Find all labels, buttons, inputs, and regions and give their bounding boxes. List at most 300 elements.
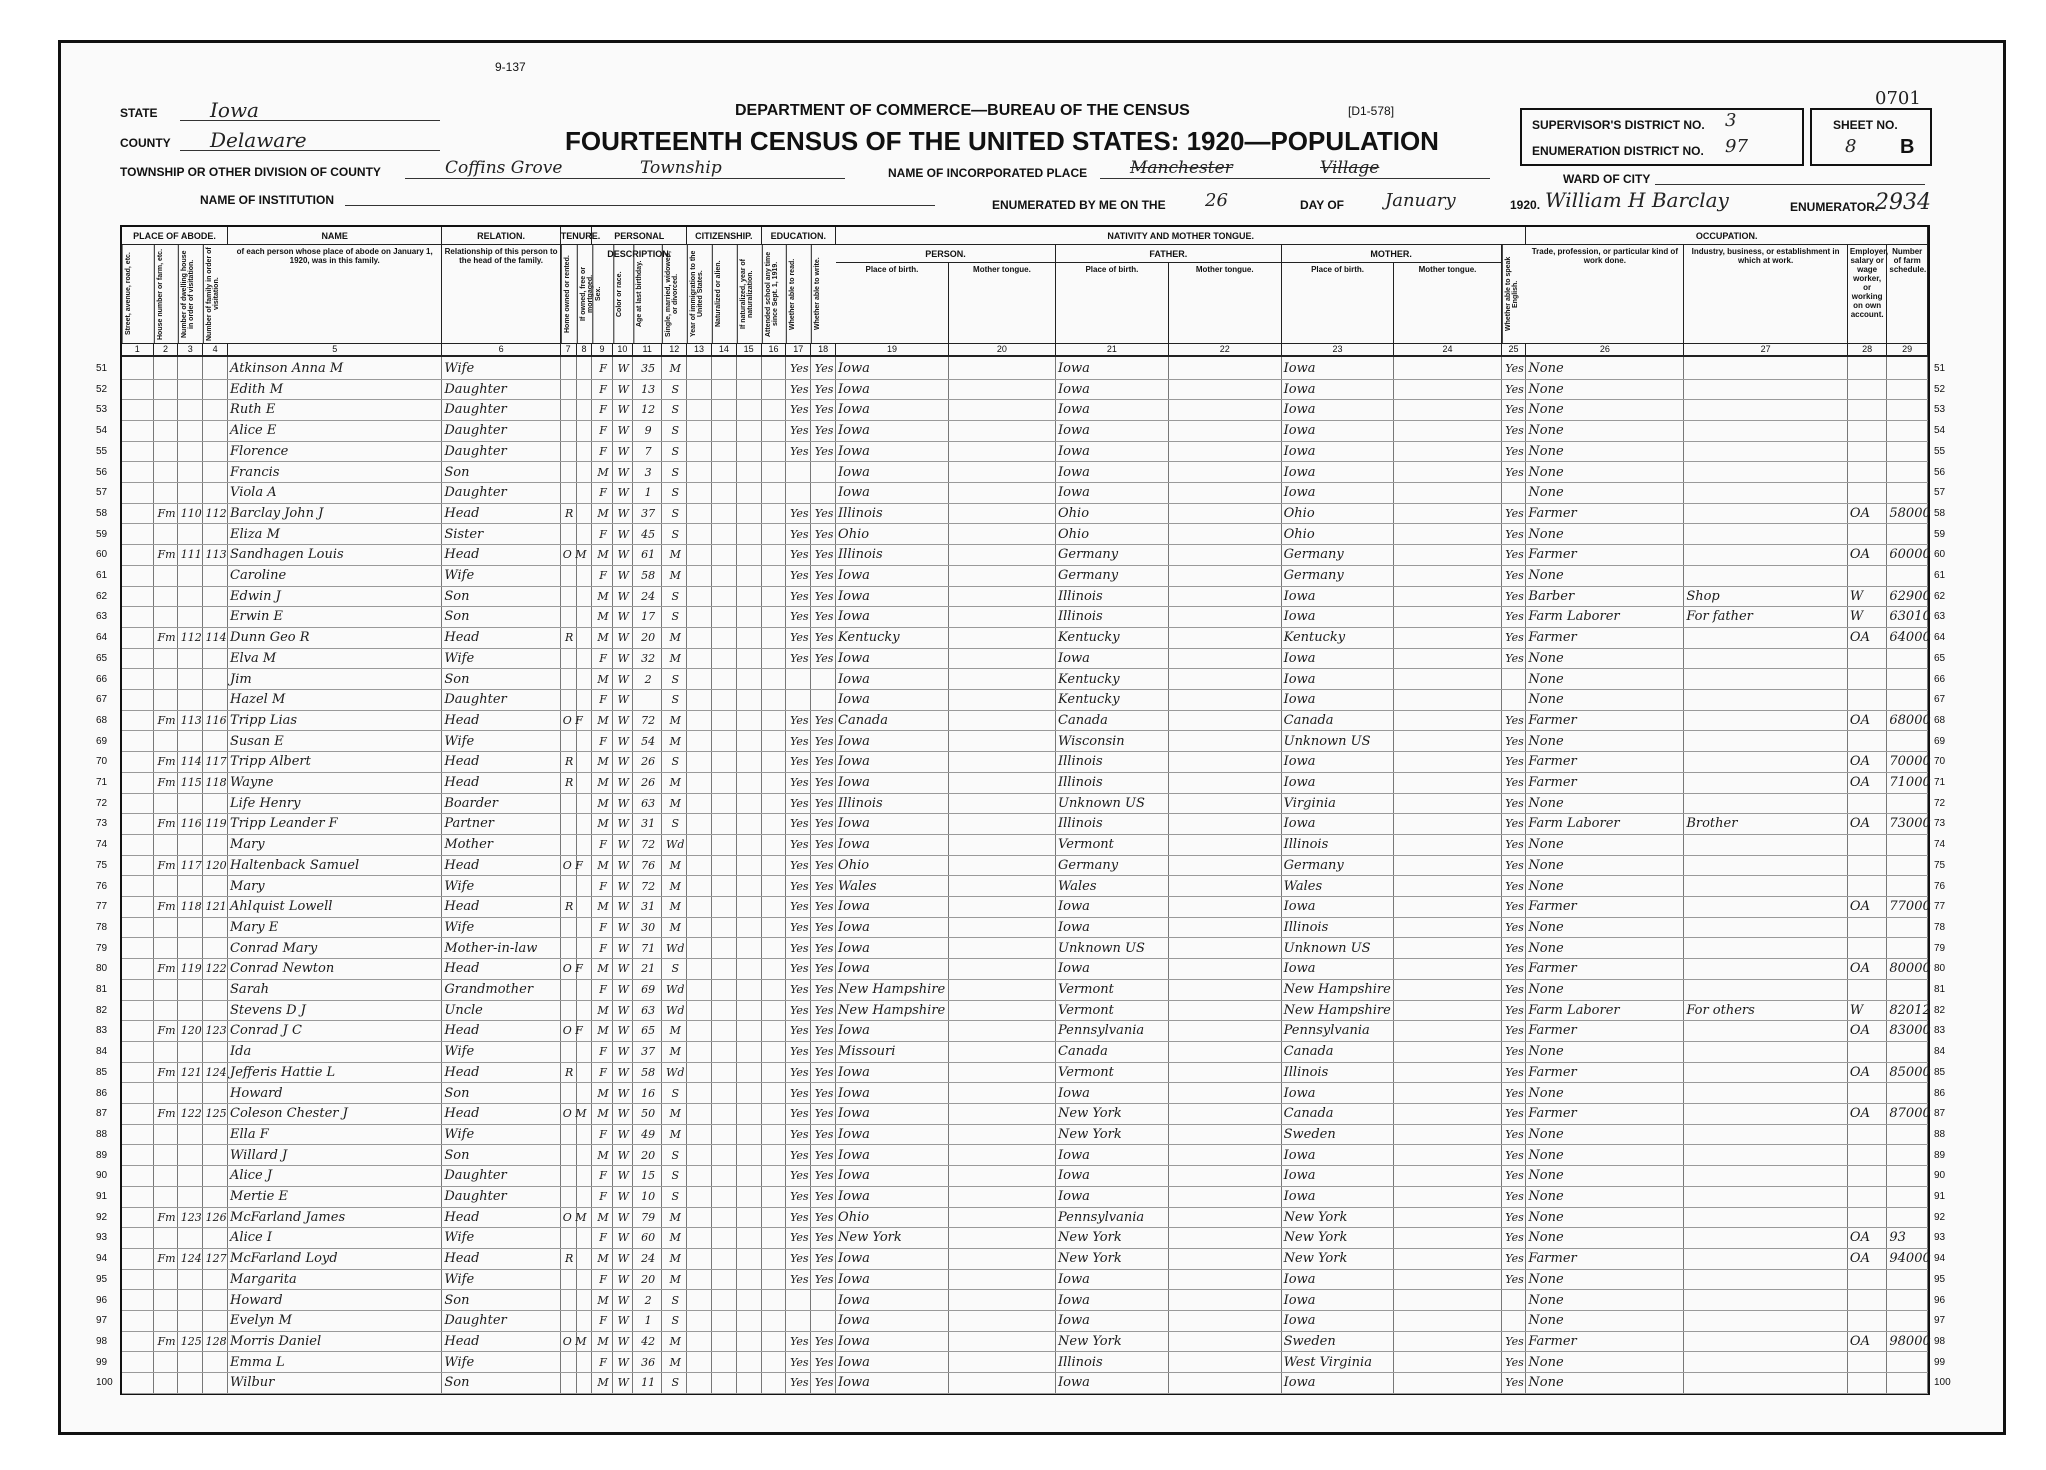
cell-emp: OA xyxy=(1849,899,1870,915)
cell-farm xyxy=(1889,794,1927,814)
cell-c3 xyxy=(180,463,202,483)
cell-ms: Wd xyxy=(666,941,685,955)
column-number-23: 23 xyxy=(1282,343,1395,357)
cell-pb: Canada xyxy=(838,712,888,728)
cell-ms: S xyxy=(671,610,679,624)
cell-age: 76 xyxy=(641,858,656,872)
cell-own xyxy=(563,1373,576,1393)
cell-race: W xyxy=(617,1169,629,1183)
cell-rel: Wife xyxy=(444,919,475,935)
cell-race: W xyxy=(617,1355,629,1369)
cell-rd: Yes xyxy=(790,1148,809,1162)
cell-ms: S xyxy=(671,672,679,686)
cell-emp xyxy=(1850,442,1886,462)
cell-sex: F xyxy=(599,920,607,934)
cell-emp: OA xyxy=(1849,754,1870,770)
cell-sex: F xyxy=(599,362,607,375)
form-code: [D1-578] xyxy=(1348,104,1395,118)
cell-sp: Yes xyxy=(1505,983,1524,996)
line-number-right: 60 xyxy=(1934,549,1946,561)
line-number-right: 80 xyxy=(1934,963,1946,975)
cell-occ: None xyxy=(1528,1313,1564,1329)
cell-emp xyxy=(1850,525,1886,545)
column-header-29: Number of farm schedule. xyxy=(1887,245,1928,343)
cell-c3 xyxy=(180,566,202,586)
cell-age xyxy=(635,690,661,710)
cell-sex: M xyxy=(597,1003,609,1017)
cell-sex: M xyxy=(597,1024,609,1038)
cell-ind xyxy=(1686,877,1847,897)
cell-rd: Yes xyxy=(790,900,809,914)
group-header-8: NATIVITY AND MOTHER TONGUE. xyxy=(836,227,1526,245)
cell-sex: F xyxy=(599,1355,607,1369)
cell-c3 xyxy=(180,1042,202,1062)
cell-fpb: Ohio xyxy=(1058,505,1090,521)
line-number-left: 58 xyxy=(96,507,108,519)
census-row xyxy=(96,1166,1946,1187)
cell-wr: Yes xyxy=(814,444,834,458)
cell-ind xyxy=(1686,545,1847,565)
line-number-left: 81 xyxy=(96,984,108,995)
cell-age: 63 xyxy=(641,796,656,810)
cell-fpb: Iowa xyxy=(1058,485,1090,501)
line-number-right: 71 xyxy=(1934,777,1946,788)
cell-c4 xyxy=(205,1291,227,1311)
census-row xyxy=(96,690,1946,711)
cell-c3: 123 xyxy=(180,1210,202,1224)
cell-race: W xyxy=(617,362,629,375)
census-row xyxy=(96,1373,1951,1394)
cell-farm xyxy=(1889,670,1927,690)
cell-sex: M xyxy=(597,962,609,976)
cell-farm xyxy=(1889,690,1927,710)
cell-ms: M xyxy=(669,1272,681,1286)
cell-name: Elva M xyxy=(230,650,277,666)
cell-sp: Yes xyxy=(1505,1024,1524,1038)
cell-rel: Mother-in-law xyxy=(444,940,538,956)
cell-c2 xyxy=(156,587,178,607)
line-number-right: 67 xyxy=(1934,694,1946,706)
cell-c3 xyxy=(180,1187,202,1207)
cell-own xyxy=(563,1270,576,1290)
cell-wr xyxy=(813,483,835,503)
cell-fpb: Iowa xyxy=(1058,1375,1090,1391)
cell-emp: OA xyxy=(1849,816,1870,832)
cell-ms: S xyxy=(671,589,679,603)
cell-fpb: Vermont xyxy=(1058,1064,1114,1080)
cell-name: Howard xyxy=(230,1292,283,1308)
cell-rel: Wife xyxy=(444,1271,475,1287)
line-number-right: 74 xyxy=(1934,839,1946,851)
cell-race: W xyxy=(617,1024,629,1038)
cell-pb: Iowa xyxy=(838,899,870,915)
institution-line xyxy=(345,205,935,206)
cell-c4 xyxy=(205,1270,227,1290)
cell-rd xyxy=(788,483,810,503)
census-row xyxy=(96,959,1946,980)
cell-race: W xyxy=(617,817,629,831)
cell-age: 71 xyxy=(641,941,656,955)
cell-own xyxy=(563,670,576,690)
line-number-left: 97 xyxy=(96,1315,108,1327)
cell-sp: Yes xyxy=(1505,1148,1524,1162)
column-header-12: Single, married, widowed, or divorced. xyxy=(662,245,687,343)
cell-sex: F xyxy=(599,527,607,541)
side-number: 2934 xyxy=(1875,190,1931,215)
cell-rel: Head xyxy=(444,754,480,770)
cell-c3: 113 xyxy=(180,713,202,727)
cell-age: 1 xyxy=(644,1314,652,1328)
cell-c3 xyxy=(180,1270,202,1290)
cell-sp: Yes xyxy=(1505,548,1524,562)
cell-ind xyxy=(1686,939,1847,959)
census-row xyxy=(96,1125,1946,1146)
cell-c2 xyxy=(156,732,178,752)
cell-emp: OA xyxy=(1849,630,1870,646)
cell-ind xyxy=(1686,835,1847,855)
cell-own xyxy=(563,380,576,400)
line-number-left: 86 xyxy=(96,1087,108,1099)
census-row xyxy=(96,442,1946,463)
cell-ms: S xyxy=(671,403,679,417)
cell-rd: Yes xyxy=(790,1334,809,1348)
year-text: 1920. xyxy=(1510,198,1541,212)
cell-wr: Yes xyxy=(814,1272,834,1286)
cell-own xyxy=(563,1001,576,1021)
cell-race: W xyxy=(617,444,629,458)
cell-c4: 119 xyxy=(205,817,227,831)
cell-ms: M xyxy=(669,1231,681,1245)
cell-c2: Fm xyxy=(157,1065,176,1079)
cell-rd xyxy=(788,1311,810,1331)
cell-wr: Yes xyxy=(814,589,834,603)
cell-name: Haltenback Samuel xyxy=(230,857,360,873)
cell-race: W xyxy=(617,1314,629,1328)
line-number-left: 84 xyxy=(96,1046,108,1058)
cell-c3 xyxy=(180,607,202,627)
cell-sp xyxy=(1504,670,1526,690)
line-number-left: 66 xyxy=(96,673,108,685)
cell-rel: Head xyxy=(444,505,480,521)
cell-rd: Yes xyxy=(790,403,809,417)
column-header-2: House number or farm, etc. xyxy=(154,245,179,343)
cell-c4: 118 xyxy=(205,776,227,789)
cell-pb: Iowa xyxy=(838,961,870,977)
column-header-26: Trade, profession, or particular kind of work done. xyxy=(1526,245,1684,343)
cell-name: Atkinson Anna M xyxy=(230,361,344,376)
cell-farm xyxy=(1889,1291,1927,1311)
line-number-left: 83 xyxy=(96,1025,108,1037)
line-number-right: 52 xyxy=(1934,383,1946,395)
cell-race: W xyxy=(617,506,629,520)
cell-rel: Son xyxy=(444,464,470,480)
cell-own xyxy=(563,690,576,710)
column-header-8: If owned, free or mortgaged. xyxy=(577,245,593,343)
cell-emp: OA xyxy=(1849,1023,1870,1039)
cell-mpb: Germany xyxy=(1283,857,1344,873)
cell-pb: Iowa xyxy=(838,485,870,501)
cell-race: W xyxy=(617,962,629,976)
cell-race: W xyxy=(617,589,629,603)
cell-mpb: Unknown US xyxy=(1283,733,1371,749)
census-row xyxy=(96,525,1946,546)
cell-name: McFarland Loyd xyxy=(230,1251,338,1267)
cell-farm xyxy=(1889,877,1927,897)
cell-c4 xyxy=(205,918,227,938)
cell-mpb: Iowa xyxy=(1283,423,1316,439)
column-header-14: Naturalized or alien. xyxy=(712,245,737,343)
line-number-right: 85 xyxy=(1934,1066,1946,1078)
cell-rd: Yes xyxy=(790,1107,809,1121)
cell-wr: Yes xyxy=(814,962,834,976)
cell-c4 xyxy=(205,421,227,441)
cell-c2: Fm xyxy=(157,506,176,520)
census-row xyxy=(96,1332,1946,1353)
line-number-left: 65 xyxy=(96,652,108,664)
line-number-left: 90 xyxy=(96,1170,108,1182)
cell-age: 58 xyxy=(641,1065,656,1079)
cell-age: 37 xyxy=(641,1045,656,1059)
column-number-22: 22 xyxy=(1169,343,1282,357)
cell-pb: New York xyxy=(838,1230,902,1246)
cell-rd: Yes xyxy=(790,1024,809,1038)
cell-sp: Yes xyxy=(1505,858,1524,872)
cell-c3: 114 xyxy=(180,755,202,769)
cell-sex: M xyxy=(597,631,609,645)
cell-ms: M xyxy=(669,548,681,562)
cell-age: 60 xyxy=(641,1231,656,1245)
cell-c4 xyxy=(205,1187,227,1207)
cell-mpb: Sweden xyxy=(1283,1126,1336,1142)
cell-c3: 112 xyxy=(180,631,202,645)
census-row xyxy=(96,1063,1946,1084)
census-row xyxy=(96,628,1946,649)
cell-rel: Head xyxy=(444,1023,480,1039)
cell-ms: M xyxy=(669,362,681,375)
cell-own xyxy=(563,1353,576,1373)
line-number-right: 97 xyxy=(1934,1315,1946,1327)
cell-sex: M xyxy=(597,672,609,686)
cell-mpb: Canada xyxy=(1283,1044,1334,1060)
cell-mpb: Germany xyxy=(1283,547,1344,563)
cell-sp: Yes xyxy=(1505,1272,1524,1286)
cell-occ: Farmer xyxy=(1528,505,1577,521)
cell-sp: Yes xyxy=(1505,424,1524,438)
cell-age: 12 xyxy=(641,403,656,417)
cell-rd: Yes xyxy=(790,589,809,603)
cell-c2: Fm xyxy=(157,1252,176,1266)
column-header-19: Place of birth. xyxy=(836,263,949,343)
cell-race: W xyxy=(617,1107,629,1121)
cell-age: 16 xyxy=(641,1086,656,1100)
cell-mpb: Ohio xyxy=(1283,505,1315,521)
cell-age: 2 xyxy=(644,672,652,686)
cell-farm: 77000 xyxy=(1889,899,1931,915)
cell-fpb: Iowa xyxy=(1058,423,1090,439)
line-number-right: 53 xyxy=(1934,404,1946,416)
cell-c3 xyxy=(180,380,202,400)
place-type: Village xyxy=(1320,158,1380,178)
cell-ind xyxy=(1686,752,1847,772)
cell-wr: Yes xyxy=(814,776,834,789)
cell-emp xyxy=(1850,1311,1886,1331)
census-row xyxy=(96,649,1946,670)
ward-label: WARD OF CITY xyxy=(1563,172,1651,186)
cell-c3: 122 xyxy=(180,1107,202,1121)
cell-ind xyxy=(1686,463,1847,483)
cell-ms: M xyxy=(669,796,681,810)
cell-farm xyxy=(1889,1146,1927,1166)
line-number-right: 59 xyxy=(1934,528,1946,540)
cell-pb: Iowa xyxy=(838,1313,870,1329)
line-number-left: 85 xyxy=(96,1066,108,1078)
cell-c3 xyxy=(180,670,202,690)
cell-pb: Iowa xyxy=(838,1271,870,1287)
cell-race: W xyxy=(617,1190,629,1203)
cell-ms: S xyxy=(671,465,679,479)
cell-own: O M xyxy=(562,548,587,562)
nativity-subheader-1: PERSON. xyxy=(836,245,1056,263)
cell-c3 xyxy=(180,1001,202,1021)
cell-c4 xyxy=(205,359,227,379)
cell-sex: F xyxy=(599,983,607,996)
cell-emp xyxy=(1850,463,1886,483)
cell-c3 xyxy=(180,1291,202,1311)
cell-sp: Yes xyxy=(1505,1376,1524,1390)
cell-sp: Yes xyxy=(1505,589,1524,603)
cell-ind: Shop xyxy=(1686,588,1720,604)
cell-c4 xyxy=(205,483,227,503)
cell-wr: Yes xyxy=(814,610,834,624)
cell-ms: M xyxy=(669,1334,681,1348)
cell-c4 xyxy=(205,690,227,710)
cell-own xyxy=(563,607,576,627)
cell-fpb: Iowa xyxy=(1058,1189,1090,1204)
cell-name: Tripp Leander F xyxy=(230,816,338,832)
column-header-4: Number of family in order of visitation. xyxy=(203,245,228,343)
cell-occ: None xyxy=(1528,1085,1564,1101)
census-row xyxy=(96,566,1946,587)
cell-sex: M xyxy=(597,1086,609,1100)
cell-c2: Fm xyxy=(157,1210,176,1224)
cell-emp: OA xyxy=(1849,547,1870,563)
cell-own xyxy=(563,939,576,959)
line-number-right: 84 xyxy=(1934,1046,1946,1058)
cell-own xyxy=(563,525,576,545)
cell-rd xyxy=(788,670,810,690)
cell-name: Willard J xyxy=(230,1147,288,1163)
cell-rel: Head xyxy=(444,1209,480,1225)
cell-mpb: Iowa xyxy=(1283,692,1316,708)
cell-ms: S xyxy=(671,486,679,500)
cell-rd: Yes xyxy=(790,569,809,582)
cell-occ: None xyxy=(1528,443,1564,459)
cell-c3: 116 xyxy=(180,817,202,831)
cell-fpb: Iowa xyxy=(1058,1085,1090,1101)
line-number-left: 67 xyxy=(96,694,108,706)
cell-rel: Sister xyxy=(444,526,484,542)
cell-c4: 113 xyxy=(205,548,227,562)
cell-own: R xyxy=(565,1065,574,1079)
cell-occ: None xyxy=(1528,671,1564,687)
cell-sex: F xyxy=(599,444,607,458)
cell-race: W xyxy=(617,776,629,789)
census-row xyxy=(96,1021,1946,1042)
cell-c2 xyxy=(156,690,178,710)
column-header-7: Home owned or rented. xyxy=(561,245,577,343)
cell-c4 xyxy=(205,566,227,586)
cell-race: W xyxy=(617,858,629,872)
cell-fpb: Illinois xyxy=(1058,588,1103,604)
cell-c4 xyxy=(205,1001,227,1021)
cell-rel: Uncle xyxy=(444,1002,483,1018)
cell-name: Margarita xyxy=(230,1271,297,1287)
cell-sex: M xyxy=(597,755,609,769)
column-header-5: of each person whose place of abode on January 1, 1920, was in this family. xyxy=(228,245,442,343)
cell-rd: Yes xyxy=(790,941,809,955)
cell-c2 xyxy=(156,794,178,814)
cell-race: W xyxy=(617,548,629,562)
cell-occ: None xyxy=(1528,692,1564,708)
cell-emp xyxy=(1850,421,1886,441)
cell-ind xyxy=(1686,856,1847,876)
group-header-9: OCCUPATION. xyxy=(1526,227,1928,245)
cell-mpb: Iowa xyxy=(1283,1189,1316,1204)
cell-emp xyxy=(1850,1270,1886,1290)
cell-farm: 98000 xyxy=(1889,1333,1931,1349)
census-row xyxy=(96,483,1946,504)
line-number-left: 60 xyxy=(96,549,108,561)
line-number-right: 66 xyxy=(1934,673,1946,685)
cell-c2 xyxy=(156,1001,178,1021)
cell-sex: M xyxy=(597,1148,609,1162)
line-number-right: 68 xyxy=(1934,714,1946,726)
line-number-left: 91 xyxy=(96,1191,108,1202)
cell-ms: Wd xyxy=(666,1003,685,1017)
line-number-right: 64 xyxy=(1934,632,1946,644)
column-number-21: 21 xyxy=(1056,343,1169,357)
cell-age: 30 xyxy=(641,920,656,934)
cell-ms: M xyxy=(669,776,681,789)
line-number-left: 77 xyxy=(96,901,108,913)
cell-ind xyxy=(1686,628,1847,648)
cell-ind xyxy=(1686,773,1847,793)
cell-age: 65 xyxy=(641,1024,656,1038)
cell-rd: Yes xyxy=(790,382,809,396)
column-header-20: Mother tongue. xyxy=(949,263,1056,343)
cell-mpb: Iowa xyxy=(1283,1271,1316,1287)
line-number-left: 64 xyxy=(96,632,108,644)
cell-pb: Iowa xyxy=(838,1147,870,1163)
column-header-28: Employer, salary or wage worker, or working on own account. xyxy=(1848,245,1887,343)
cell-emp xyxy=(1850,877,1886,897)
cell-name: Erwin E xyxy=(230,609,284,625)
cell-race: W xyxy=(617,1086,629,1100)
cell-own xyxy=(563,877,576,897)
cell-c3 xyxy=(180,1084,202,1104)
cell-pb: Iowa xyxy=(838,568,870,583)
cell-own xyxy=(563,980,576,1000)
cell-age: 54 xyxy=(641,734,656,748)
cell-sex: M xyxy=(597,589,609,603)
cell-mpb: Iowa xyxy=(1283,464,1316,480)
cell-wr: Yes xyxy=(814,1148,834,1162)
cell-sex: F xyxy=(599,569,607,582)
cell-mpb: Iowa xyxy=(1283,443,1316,459)
cell-rel: Head xyxy=(444,857,480,873)
column-number-26: 26 xyxy=(1526,343,1684,357)
cell-own xyxy=(563,1084,576,1104)
